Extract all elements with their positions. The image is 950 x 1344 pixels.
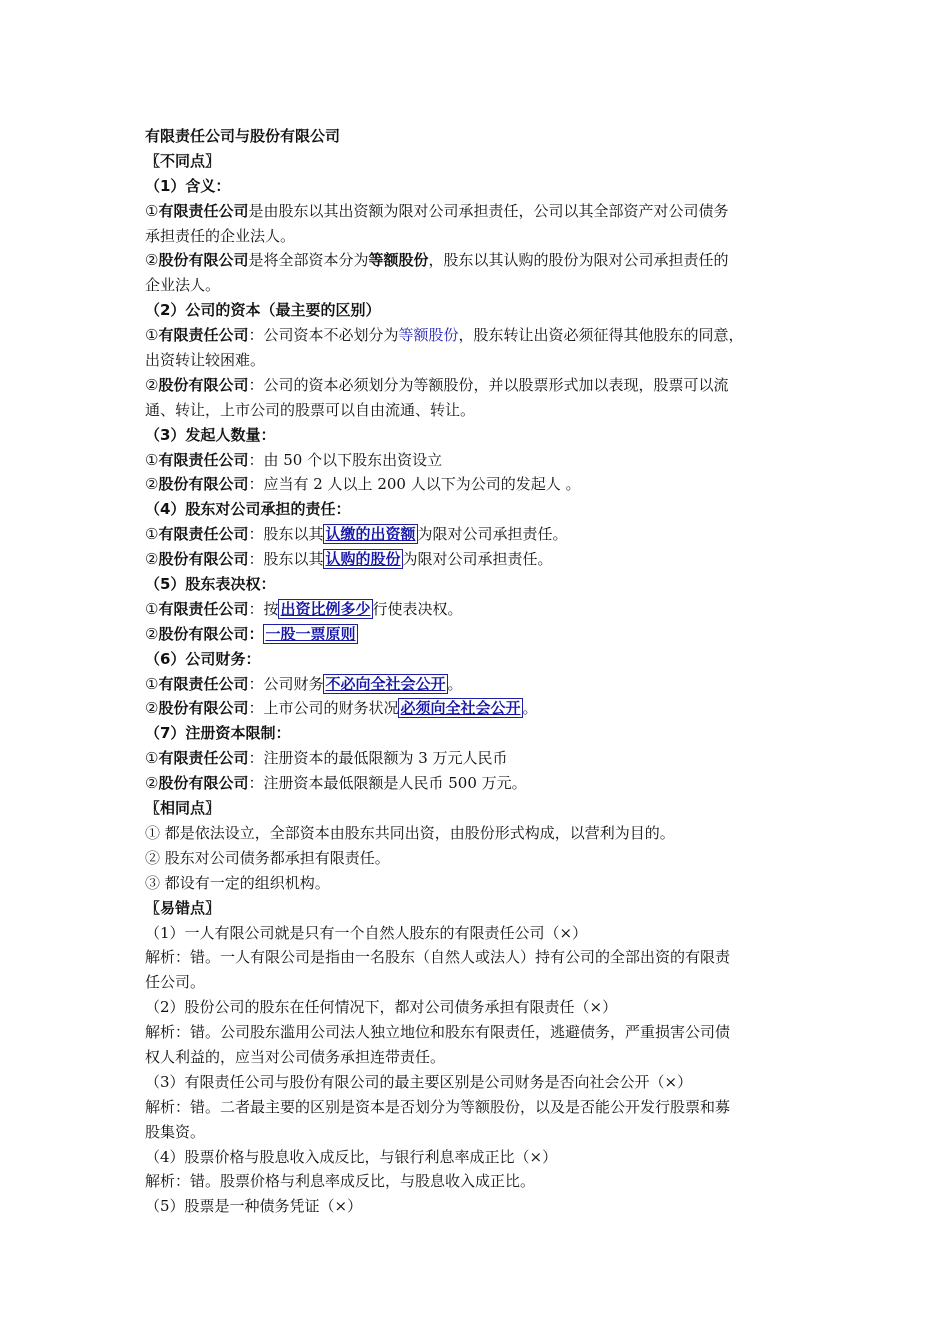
item-text: ：由 50 个以下股东出资设立 (248, 450, 443, 469)
section-2-item-2 (145, 373, 825, 398)
term-jsc: 股份有限公司 (158, 624, 249, 643)
similarities-header: 〖相同点〗 (145, 799, 221, 818)
mistake-statement: （4）股票价格与股息收入成反比，与银行利息率成正比（×） (145, 1147, 558, 1166)
doc-title: 有限责任公司与股份有限公司 (145, 127, 341, 145)
section-2-item-2-cont: 通、转让，上市公司的股票可以自由流通、转让。 (145, 400, 476, 419)
section-2-heading: （2）公司的资本（最主要的区别） (145, 301, 381, 320)
section-4-heading: （4）股东对公司承担的责任： (145, 500, 351, 519)
section-5-item-2 (145, 622, 825, 647)
section-5-item-1 (145, 597, 825, 622)
term-jsc: 股份有限公司 (158, 774, 249, 793)
item-text: 为限对公司承担责任。 (417, 525, 568, 544)
mistake-statement: （5）股票是一种债务凭证（×） (145, 1197, 363, 1216)
term-jsc: 股份有限公司 (158, 251, 249, 270)
mistake-analysis: 解析：错。股票价格与利息率成反比，与股息收入成正比。 (145, 1172, 536, 1191)
subscribed-shares-link[interactable]: 认购的股份 (325, 550, 401, 569)
section-2-item-1-cont: 出资转让较困难。 (145, 351, 266, 370)
equal-shares-link[interactable]: 等额股份 (398, 326, 459, 345)
item-text: ，股东转让出资必须征得其他股东的同意， (458, 326, 744, 345)
section-5-heading: （5）股东表决权： (145, 575, 276, 594)
item-text: ：注册资本的最低限额为 3 万元人民币 (248, 749, 508, 768)
term-jsc: 股份有限公司 (158, 550, 249, 569)
item-text: ：公司的资本必须划分为等额股份，并以股票形式加以表现，股票可以流 (248, 375, 729, 394)
item-text: ：公司财务 (248, 674, 324, 693)
section-4-item-2 (145, 547, 825, 572)
term-llc: 有限责任公司 (158, 450, 249, 469)
term-llc: 有限责任公司 (158, 201, 249, 220)
subscribed-capital-link[interactable]: 认缴的出资额 (325, 525, 416, 544)
circled-1: ① (145, 749, 159, 768)
item-text: ：应当有 2 人以上 200 人以下为公司的发起人 。 (248, 475, 581, 494)
section-3-item-2 (145, 472, 825, 497)
mistake-analysis-cont: 任公司。 (145, 973, 206, 992)
term-llc: 有限责任公司 (158, 674, 249, 693)
capital-ratio-link[interactable]: 出资比例多少 (280, 599, 371, 618)
term-llc: 有限责任公司 (158, 749, 249, 768)
circled-2: ② (145, 550, 159, 569)
item-text: ： (248, 624, 264, 643)
similarity-item: ② 股东对公司债务都承担有限责任。 (145, 848, 390, 867)
section-1-heading: （1）含义： (145, 176, 231, 195)
section-2-item-1 (145, 323, 825, 348)
section-1-item-1 (145, 199, 825, 224)
term-jsc: 股份有限公司 (158, 699, 249, 718)
item-text: 是将全部资本分为 (248, 251, 369, 270)
item-text: 。 (447, 674, 463, 693)
section-3-heading: （3）发起人数量： (145, 425, 276, 444)
circled-2: ② (145, 375, 159, 394)
term-jsc: 股份有限公司 (158, 375, 249, 394)
one-share-one-vote-link[interactable]: 一股一票原则 (265, 624, 356, 643)
section-3-item-1 (145, 448, 825, 473)
item-text: ：股东以其 (248, 525, 324, 544)
term-equal-shares: 等额股份 (368, 251, 429, 270)
must-public-link[interactable]: 必须向全社会公开 (400, 699, 521, 718)
not-public-link[interactable]: 不必向全社会公开 (325, 674, 446, 693)
mistake-statement: （2）股份公司的股东在任何情况下，都对公司债务承担有限责任（×） (145, 998, 618, 1017)
section-7-item-1 (145, 746, 825, 771)
similarity-item: ③ 都设有一定的组织机构。 (145, 873, 330, 892)
term-jsc: 股份有限公司 (158, 475, 249, 494)
mistake-analysis: 解析：错。公司股东滥用公司法人独立地位和股东有限责任，逃避债务，严重损害公司债 (145, 1023, 731, 1042)
differences-header: 〖不同点〗 (145, 151, 221, 170)
section-6-item-1 (145, 672, 825, 697)
item-text: ：股东以其 (248, 550, 324, 569)
item-text: 是由股东以其出资额为限对公司承担责任，公司以其全部资产对公司债务 (248, 201, 729, 220)
circled-1: ① (145, 674, 159, 693)
circled-2: ② (145, 699, 159, 718)
section-1-item-1-cont: 承担责任的企业法人。 (145, 226, 296, 245)
item-text: 行使表决权。 (372, 599, 463, 618)
circled-1: ① (145, 201, 159, 220)
item-text: ：公司资本不必划分为 (248, 326, 399, 345)
circled-1: ① (145, 450, 159, 469)
section-4-item-1 (145, 522, 825, 547)
term-llc: 有限责任公司 (158, 326, 249, 345)
mistake-statement: （3）有限责任公司与股份有限公司的最主要区别是公司财务是否向社会公开（×） (145, 1072, 693, 1091)
similarity-item: ① 都是依法设立，全部资本由股东共同出资，由股份形式构成，以营利为目的。 (145, 823, 675, 842)
circled-2: ② (145, 475, 159, 494)
circled-1: ① (145, 599, 159, 618)
section-6-heading: （6）公司财务： (145, 649, 261, 668)
section-7-item-2 (145, 771, 825, 796)
mistake-statement: （1）一人有限公司就是只有一个自然人股东的有限责任公司（×） (145, 923, 588, 942)
item-text: ：注册资本最低限额是人民币 500 万元。 (248, 774, 527, 793)
mistake-analysis: 解析：错。二者最主要的区别是资本是否划分为等额股份，以及是否能公开发行股票和募 (145, 1097, 731, 1116)
section-1-item-2-cont: 企业法人。 (145, 276, 221, 295)
item-text: ，股东以其认购的股份为限对公司承担责任的 (428, 251, 729, 270)
circled-1: ① (145, 326, 159, 345)
circled-2: ② (145, 774, 159, 793)
section-1-item-2 (145, 248, 825, 273)
circled-2: ② (145, 624, 159, 643)
item-text: ：按 (248, 599, 279, 618)
circled-1: ① (145, 525, 159, 544)
section-6-item-2 (145, 696, 825, 721)
mistake-analysis-cont: 权人利益的，应当对公司债务承担连带责任。 (145, 1047, 446, 1066)
item-text: 。 (522, 699, 538, 718)
item-text: 为限对公司承担责任。 (402, 550, 553, 569)
term-llc: 有限责任公司 (158, 525, 249, 544)
mistake-analysis: 解析：错。一人有限公司是指由一名股东（自然人或法人）持有公司的全部出资的有限责 (145, 948, 731, 967)
mistakes-header: 〖易错点〗 (145, 898, 221, 917)
item-text: ：上市公司的财务状况 (248, 699, 399, 718)
mistake-analysis-cont: 股集资。 (145, 1122, 206, 1141)
term-llc: 有限责任公司 (158, 599, 249, 618)
section-7-heading: （7）注册资本限制： (145, 724, 291, 743)
circled-2: ② (145, 251, 159, 270)
document-page (145, 124, 825, 1219)
